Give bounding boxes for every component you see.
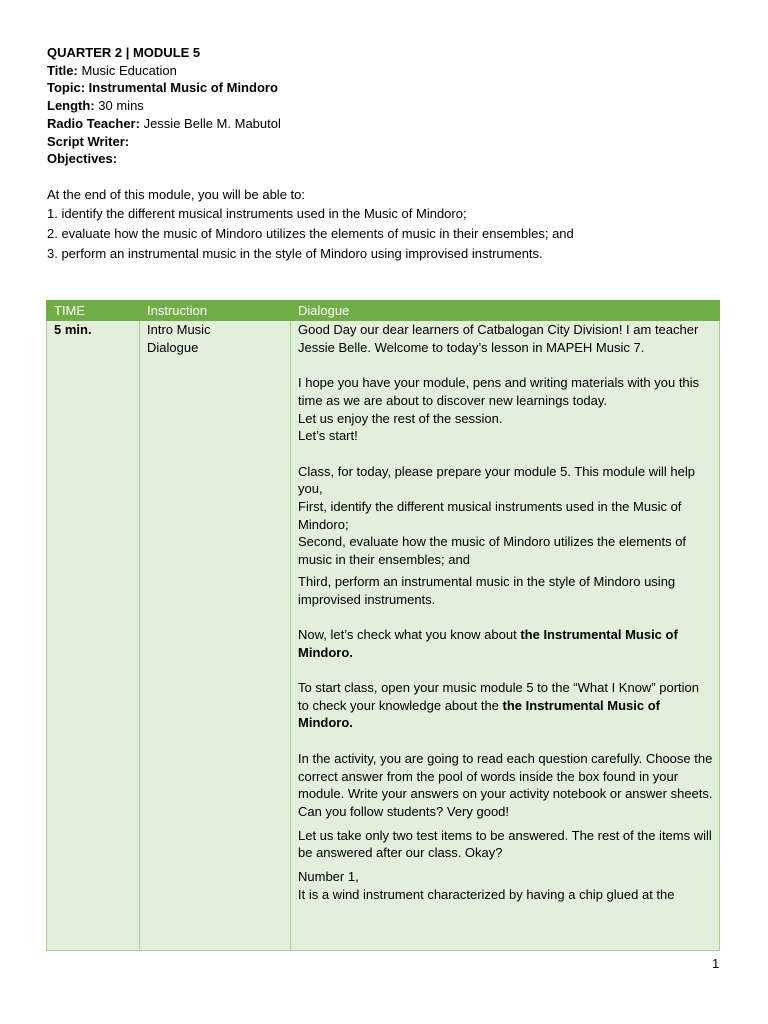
dialogue-test-items: Let us take only two test items to be answered. The rest of the items will be answered after our class. Okay? [298,827,712,861]
objectives-intro: At the end of this module, you will be able to: [47,186,305,202]
instruction-cell [140,321,291,951]
title-line: Title: Music Education [47,62,177,78]
objective-item: 1. identify the different musical instruments used in the Music of Mindoro; [47,205,467,221]
objectives-list [47,186,722,264]
time-column-header: TIME [47,301,140,321]
objective-item: 2. evaluate how the music of Mindoro utilizes the elements of music in their ensembles; and [47,225,574,241]
page-number: 1 [712,956,720,971]
script-writer-line: Script Writer: [47,133,130,149]
dialogue-objectives: Class, for today, please prepare your module 5. This module will help you, First, identify the different musical instruments used in the Music of Mindoro; Second, evaluate how the music of Mindoro utilizes the elements of music in their ensembles; and Third, perform an instrumental music in the style of Mindoro using improvised instruments. [298,463,695,607]
quarter-module-heading: QUARTER 2 | MODULE 5 [47,45,201,60]
instruction-column-header: Instruction [140,301,291,321]
topic-line: Topic: Instrumental Music of Mindoro [47,80,278,96]
dialogue-number-1: Number 1, It is a wind instrument characterized by having a chip glued at the [298,869,675,902]
objective-item: 3. perform an instrumental music in the style of Mindoro using improvised instruments. [47,245,543,261]
table-row [47,321,720,951]
objectives-label: Objectives: [47,151,118,167]
dialogue-greeting: Good Day our dear learners of Catbalogan City Division! I am teacher Jessie Belle. Welcome to today’s lesson in MAPEH Music 7. [298,322,699,355]
dialogue-cell [291,321,720,951]
document-header [47,44,722,264]
instruction-intro-music: Intro Music [147,322,211,337]
length-line: Length: 30 mins [47,98,144,114]
time-cell: 5 min. [47,321,140,951]
dialogue-materials: I hope you have your module, pens and writing materials with you this time as we are about to discover new learnings today. Let us enjoy the rest of the session. Let’s start! [298,375,700,444]
dialogue-activity-instructions: In the activity, you are going to read each question carefully. Choose the correct answer from the pool of words inside the box found in your module. Write your answers on your activity notebook or answer sheets. Can you follow students? Very good! [298,750,713,819]
script-table [46,300,720,951]
table-header-row [47,301,720,321]
radio-teacher-line: Radio Teacher: Jessie Belle M. Mabutol [47,115,281,131]
dialogue-column-header: Dialogue [291,301,720,321]
instruction-dialogue: Dialogue [147,339,199,355]
dialogue-what-i-know: To start class, open your music module 5 to the “What I Know” portion to check your knowledge about the the Instrumental Music of Mindoro. [298,680,700,731]
dialogue-check-knowledge: Now, let’s check what you know about the Instrumental Music of Mindoro. [298,626,678,660]
